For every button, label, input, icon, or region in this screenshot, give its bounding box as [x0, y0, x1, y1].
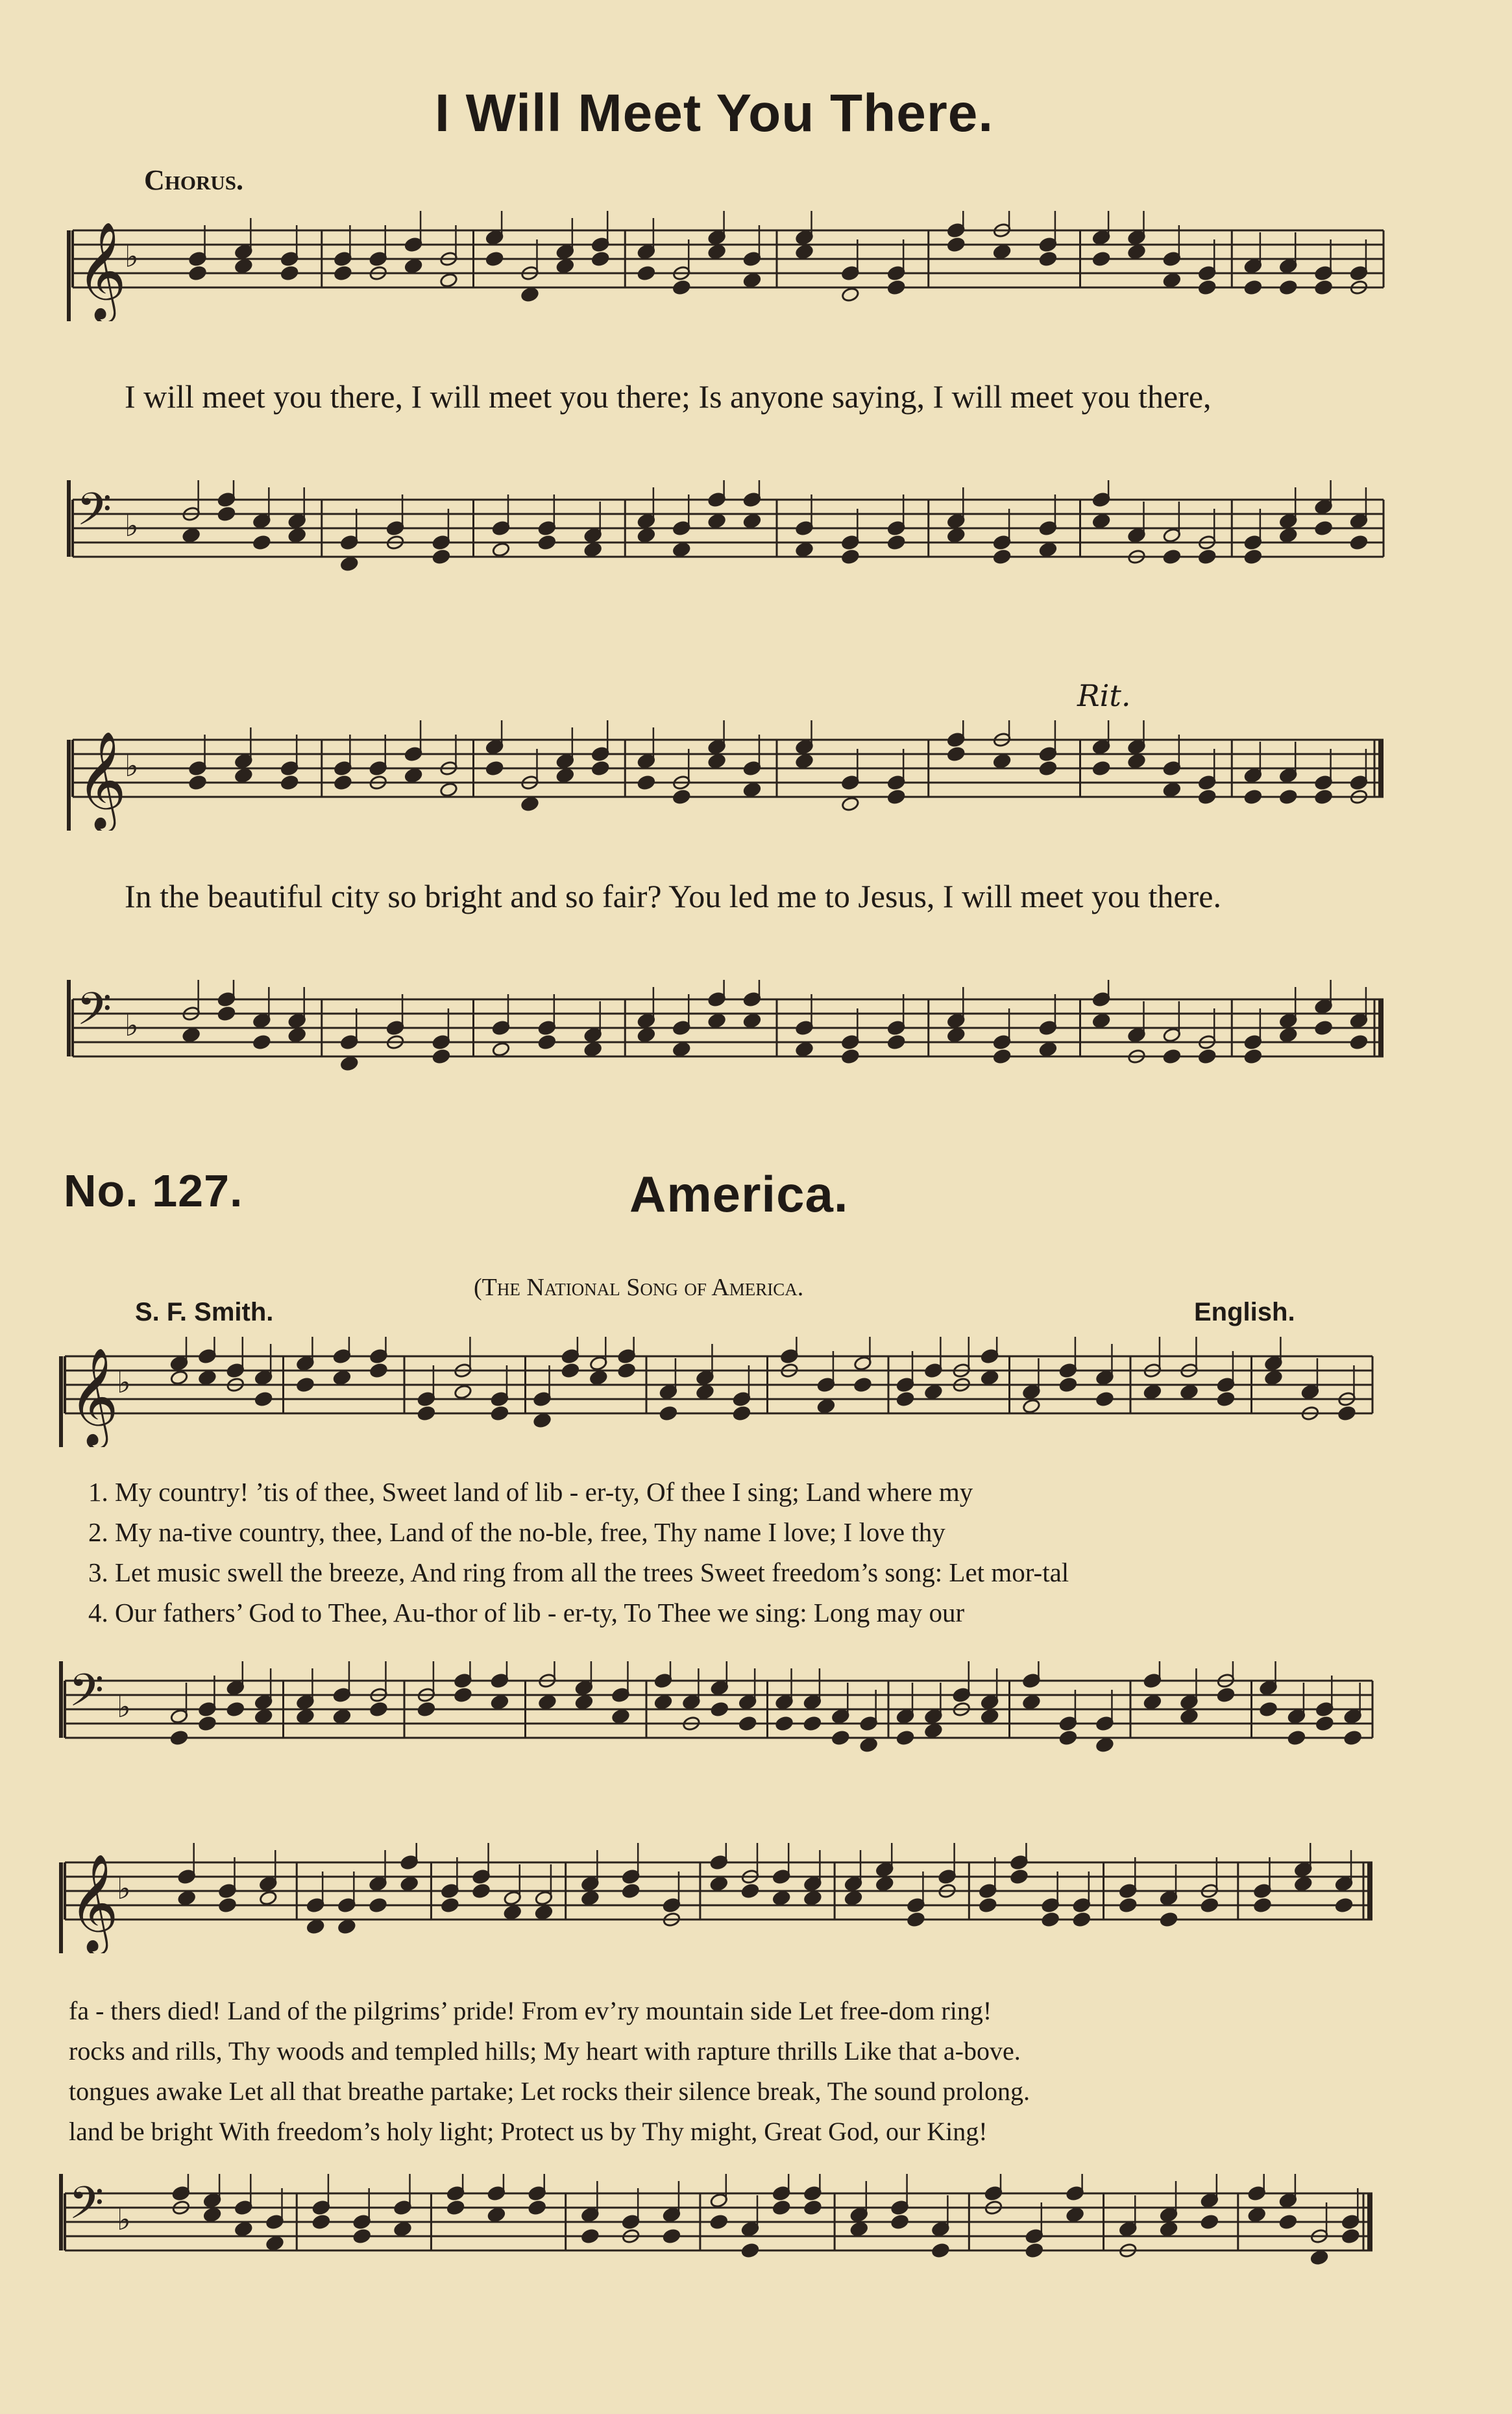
- note-head: [491, 1406, 509, 1421]
- note-head: [1350, 1034, 1368, 1050]
- note-head: [333, 1370, 351, 1385]
- flat-icon: ♭: [125, 239, 139, 274]
- tune-credit: English.: [1194, 1298, 1295, 1326]
- note-head: [337, 1919, 356, 1934]
- note-head: [1039, 1042, 1057, 1057]
- note-head: [1010, 1869, 1028, 1884]
- note-head: [280, 775, 299, 790]
- note-head: [1163, 782, 1181, 798]
- note-head: [1059, 1730, 1077, 1746]
- note-head: [1039, 251, 1057, 267]
- note-head: [743, 273, 761, 288]
- note-head: [1279, 2214, 1297, 2230]
- note-head: [439, 273, 457, 288]
- music-system: [60, 480, 1390, 591]
- note-head: [234, 258, 252, 274]
- note-head: [707, 513, 726, 529]
- note-head: [334, 265, 352, 281]
- note-head: [1314, 789, 1332, 805]
- note-head: [252, 535, 271, 550]
- note-head: [1310, 2250, 1328, 2265]
- note-head: [217, 1006, 236, 1021]
- note-head: [637, 775, 655, 790]
- note-head: [1039, 761, 1057, 776]
- note-head: [1341, 2228, 1360, 2244]
- note-head: [654, 1694, 672, 1710]
- note-head: [334, 775, 352, 790]
- note-head: [611, 1709, 629, 1724]
- note-head: [198, 1716, 216, 1731]
- note-head: [850, 2221, 868, 2237]
- staff-svg: [60, 211, 1390, 321]
- note-head: [841, 1049, 859, 1064]
- note-head: [492, 542, 510, 557]
- treble-clef-icon: 𝄞: [77, 221, 127, 319]
- note-head: [733, 1406, 751, 1421]
- note-head: [890, 2214, 908, 2230]
- note-head: [795, 542, 813, 557]
- note-head: [1201, 1897, 1219, 1913]
- note-head: [591, 251, 609, 267]
- music-system: [52, 2174, 1379, 2284]
- note-head: [993, 753, 1011, 769]
- note-head: [1287, 1730, 1306, 1746]
- note-head: [1163, 1049, 1181, 1064]
- note-head: [203, 2207, 221, 2223]
- music-system: [52, 1843, 1379, 1953]
- staff-svg: [52, 2174, 1379, 2284]
- note-head: [924, 1384, 942, 1400]
- note-head: [979, 1897, 997, 1913]
- note-head: [1248, 2207, 1266, 2223]
- music-system: [60, 980, 1390, 1090]
- note-head: [340, 1056, 358, 1071]
- verse-line: 2. My na-tive country, thee, Land of the no-ble, free, Thy name I love; I love thy: [88, 1517, 945, 1547]
- music-system: [52, 1661, 1379, 1772]
- note-head: [1092, 761, 1110, 776]
- note-head: [622, 1883, 640, 1899]
- note-head: [254, 1709, 273, 1724]
- note-head: [710, 2214, 728, 2230]
- note-head: [491, 1694, 509, 1710]
- note-head: [533, 1413, 551, 1428]
- note-head: [1198, 1049, 1216, 1064]
- treble-clef-icon: 𝄞: [77, 730, 127, 829]
- verse-line: 3. Let music swell the breeze, And ring from all the trees Sweet freedom’s song: Let mor-tal: [88, 1557, 1069, 1587]
- note-head: [404, 768, 422, 783]
- verse-line: rocks and rills, Thy woods and templed hills; My heart with rapture thrills Like that a-bove.: [69, 2036, 1021, 2066]
- note-head: [439, 782, 457, 798]
- note-head: [369, 1897, 387, 1913]
- note-head: [280, 265, 299, 281]
- note-head: [589, 1370, 607, 1385]
- note-head: [841, 287, 859, 302]
- note-head: [772, 2200, 790, 2215]
- note-head: [672, 1042, 690, 1057]
- note-head: [492, 1042, 510, 1057]
- note-head: [234, 768, 252, 783]
- note-head: [182, 1027, 200, 1043]
- note-head: [981, 1370, 999, 1385]
- note-head: [887, 535, 905, 550]
- note-head: [741, 2243, 759, 2258]
- note-head: [1095, 1737, 1114, 1753]
- note-head: [1039, 542, 1057, 557]
- verse-line: 4. Our fathers’ God to Thee, Au-thor of lib - er-ty, To Thee we sing: Long may our: [88, 1598, 965, 1628]
- treble-clef-icon: 𝄞: [69, 1853, 119, 1951]
- note-head: [795, 753, 813, 769]
- verse-line: fa - thers died! Land of the pilgrims’ pride! From ev’ry mountain side Let free-dom ring!: [69, 1996, 992, 2025]
- note-head: [454, 1384, 472, 1400]
- note-head: [1059, 1377, 1077, 1393]
- note-head: [259, 1890, 277, 1906]
- note-head: [741, 1883, 759, 1899]
- note-head: [333, 1709, 351, 1724]
- note-head: [188, 265, 206, 281]
- note-head: [831, 1730, 849, 1746]
- note-head: [707, 244, 726, 260]
- note-head: [1198, 789, 1216, 805]
- note-head: [637, 265, 655, 281]
- song-subtitle: (The National Song of America.: [474, 1274, 804, 1301]
- bass-clef-icon: 𝄢: [69, 2176, 104, 2240]
- note-head: [417, 1701, 435, 1717]
- note-head: [1279, 280, 1297, 295]
- music-system: [60, 720, 1390, 831]
- note-head: [887, 789, 905, 805]
- note-head: [1244, 549, 1262, 565]
- note-head: [993, 549, 1011, 565]
- verse-line: land be bright With freedom’s holy light; Protect us by Thy might, Great God, our King!: [69, 2117, 988, 2146]
- note-head: [1160, 1912, 1178, 1927]
- flat-icon: ♭: [125, 508, 139, 543]
- note-head: [1198, 549, 1216, 565]
- note-head: [296, 1377, 314, 1393]
- note-head: [556, 768, 574, 783]
- note-head: [1160, 2221, 1178, 2237]
- staff-svg: [52, 1843, 1379, 1953]
- note-head: [1244, 1049, 1262, 1064]
- note-head: [306, 1919, 324, 1934]
- note-head: [707, 753, 726, 769]
- note-head: [446, 2200, 465, 2215]
- note-head: [1119, 1897, 1137, 1913]
- song-title: America.: [629, 1165, 849, 1223]
- note-head: [743, 1013, 761, 1029]
- note-head: [520, 796, 539, 812]
- note-head: [252, 1034, 271, 1050]
- note-head: [1095, 1391, 1114, 1407]
- verse-line: tongues awake Let all that breathe partake; Let rocks their silence break, The sound prolong.: [69, 2077, 1030, 2106]
- note-head: [931, 2243, 949, 2258]
- note-head: [265, 2236, 284, 2251]
- note-head: [581, 1890, 599, 1906]
- note-head: [441, 1897, 459, 1913]
- note-head: [1163, 549, 1181, 565]
- bass-clef-icon: 𝄢: [77, 982, 112, 1046]
- note-head: [198, 1370, 216, 1385]
- note-head: [947, 1027, 965, 1043]
- note-head: [170, 1370, 188, 1385]
- note-head: [1217, 1391, 1235, 1407]
- note-head: [432, 1049, 450, 1064]
- note-head: [417, 1406, 435, 1421]
- note-head: [659, 1406, 677, 1421]
- note-head: [487, 2207, 506, 2223]
- note-head: [743, 782, 761, 798]
- note-head: [1314, 520, 1332, 536]
- note-head: [841, 796, 859, 812]
- flat-icon: ♭: [117, 2202, 131, 2237]
- note-head: [485, 761, 504, 776]
- note-head: [772, 1890, 790, 1906]
- lyric-line: I will meet you there, I will meet you there; Is anyone saying, I will meet you there,: [125, 378, 1212, 415]
- note-head: [535, 1905, 553, 1920]
- note-head: [817, 1398, 835, 1414]
- note-head: [1092, 1013, 1110, 1029]
- note-head: [520, 287, 539, 302]
- note-head: [710, 1876, 728, 1892]
- note-head: [1264, 1370, 1282, 1385]
- note-head: [1279, 1027, 1297, 1043]
- note-head: [556, 258, 574, 274]
- music-system: [60, 211, 1390, 321]
- note-head: [947, 746, 965, 762]
- note-head: [738, 1716, 757, 1731]
- note-head: [1201, 2214, 1219, 2230]
- note-head: [617, 1363, 635, 1378]
- note-head: [538, 535, 556, 550]
- note-head: [1279, 528, 1297, 543]
- note-head: [188, 775, 206, 790]
- note-head: [1092, 513, 1110, 529]
- note-head: [583, 1042, 602, 1057]
- note-head: [887, 280, 905, 295]
- note-head: [853, 1377, 872, 1393]
- note-head: [1253, 1897, 1271, 1913]
- note-head: [907, 1912, 925, 1927]
- staff-svg: [60, 980, 1390, 1090]
- note-head: [581, 2228, 599, 2244]
- note-head: [1335, 1897, 1353, 1913]
- note-head: [672, 789, 690, 805]
- note-head: [859, 1737, 877, 1753]
- note-head: [583, 542, 602, 557]
- note-head: [711, 1701, 729, 1717]
- note-head: [1073, 1912, 1091, 1927]
- note-head: [841, 549, 859, 565]
- staff-svg: [52, 1661, 1379, 1772]
- note-head: [637, 528, 655, 543]
- note-head: [947, 528, 965, 543]
- note-head: [538, 1034, 556, 1050]
- bass-clef-icon: 𝄢: [77, 483, 112, 546]
- note-head: [1314, 1020, 1332, 1036]
- note-head: [993, 244, 1011, 260]
- note-head: [887, 1034, 905, 1050]
- note-head: [993, 1049, 1011, 1064]
- note-head: [504, 1905, 522, 1920]
- note-head: [803, 2200, 822, 2215]
- note-head: [1259, 1701, 1277, 1717]
- note-head: [1343, 1730, 1361, 1746]
- note-head: [393, 2221, 411, 2237]
- note-head: [844, 1890, 862, 1906]
- note-head: [217, 506, 236, 522]
- note-head: [743, 513, 761, 529]
- note-head: [288, 528, 306, 543]
- lyric-line: In the beautiful city so bright and so fair? You led me to Jesus, I will meet you there.: [125, 878, 1221, 914]
- note-head: [775, 1716, 793, 1731]
- staff-svg: [60, 720, 1390, 831]
- note-head: [981, 1709, 999, 1724]
- note-head: [234, 2221, 252, 2237]
- note-head: [1127, 753, 1145, 769]
- note-head: [1244, 280, 1262, 295]
- note-head: [591, 761, 609, 776]
- flat-icon: ♭: [125, 1008, 139, 1043]
- note-head: [672, 280, 690, 295]
- note-head: [575, 1694, 593, 1710]
- note-head: [1066, 2207, 1084, 2223]
- note-head: [875, 1876, 894, 1892]
- note-head: [1163, 273, 1181, 288]
- note-head: [177, 1890, 195, 1906]
- note-head: [947, 237, 965, 252]
- note-head: [528, 2200, 546, 2215]
- note-head: [182, 528, 200, 543]
- note-head: [1025, 2243, 1043, 2258]
- note-head: [404, 258, 422, 274]
- note-head: [254, 1391, 273, 1407]
- note-head: [803, 1716, 822, 1731]
- note-head: [340, 556, 358, 572]
- note-head: [1198, 280, 1216, 295]
- note-head: [1350, 535, 1368, 550]
- note-head: [170, 1730, 188, 1746]
- note-head: [454, 1687, 472, 1703]
- note-head: [472, 1883, 490, 1899]
- note-head: [288, 1027, 306, 1043]
- song-title: I Will Meet You There.: [435, 84, 994, 143]
- note-head: [924, 1723, 942, 1738]
- bass-clef-icon: 𝄢: [69, 1664, 104, 1727]
- note-head: [485, 251, 504, 267]
- note-head: [432, 549, 450, 565]
- note-head: [1022, 1398, 1040, 1414]
- note-head: [896, 1391, 914, 1407]
- note-head: [1022, 1694, 1040, 1710]
- note-head: [1180, 1384, 1198, 1400]
- note-head: [1180, 1709, 1198, 1724]
- verse-line: 1. My country! ’tis of thee, Sweet land of lib - er-ty, Of thee I sing; Land where my: [88, 1477, 973, 1507]
- author-credit: S. F. Smith.: [135, 1298, 274, 1326]
- flat-icon: ♭: [117, 1689, 131, 1724]
- note-head: [1315, 1716, 1334, 1731]
- note-head: [1143, 1694, 1162, 1710]
- note-head: [1314, 280, 1332, 295]
- flat-icon: ♭: [117, 1365, 131, 1400]
- note-head: [1294, 1876, 1312, 1892]
- staff-svg: [60, 480, 1390, 591]
- flat-icon: ♭: [117, 1871, 131, 1906]
- note-head: [1217, 1687, 1235, 1703]
- note-head: [369, 1701, 387, 1717]
- note-head: [218, 1897, 236, 1913]
- treble-clef-icon: 𝄞: [69, 1347, 119, 1445]
- note-head: [795, 244, 813, 260]
- note-head: [707, 1013, 726, 1029]
- hymn-number: No. 127.: [64, 1165, 243, 1216]
- note-head: [803, 1890, 822, 1906]
- note-head: [896, 1730, 914, 1746]
- tempo-marking: Rit.: [1077, 678, 1131, 713]
- section-label: Chorus.: [144, 164, 244, 196]
- note-head: [561, 1363, 579, 1378]
- note-head: [795, 1042, 813, 1057]
- note-head: [663, 2228, 681, 2244]
- note-head: [637, 1027, 655, 1043]
- note-head: [400, 1876, 419, 1892]
- note-head: [369, 1363, 387, 1378]
- note-head: [1143, 1384, 1162, 1400]
- note-head: [1041, 1912, 1059, 1927]
- note-head: [538, 1694, 556, 1710]
- flat-icon: ♭: [125, 748, 139, 783]
- note-head: [1127, 244, 1145, 260]
- note-head: [672, 542, 690, 557]
- note-head: [1244, 789, 1262, 805]
- note-head: [1279, 789, 1297, 805]
- note-head: [296, 1709, 314, 1724]
- note-head: [353, 2228, 371, 2244]
- staff-svg: [52, 1337, 1379, 1447]
- note-head: [312, 2214, 330, 2230]
- note-head: [1092, 251, 1110, 267]
- note-head: [1337, 1406, 1356, 1421]
- note-head: [226, 1701, 245, 1717]
- music-system: [52, 1337, 1379, 1447]
- note-head: [696, 1384, 714, 1400]
